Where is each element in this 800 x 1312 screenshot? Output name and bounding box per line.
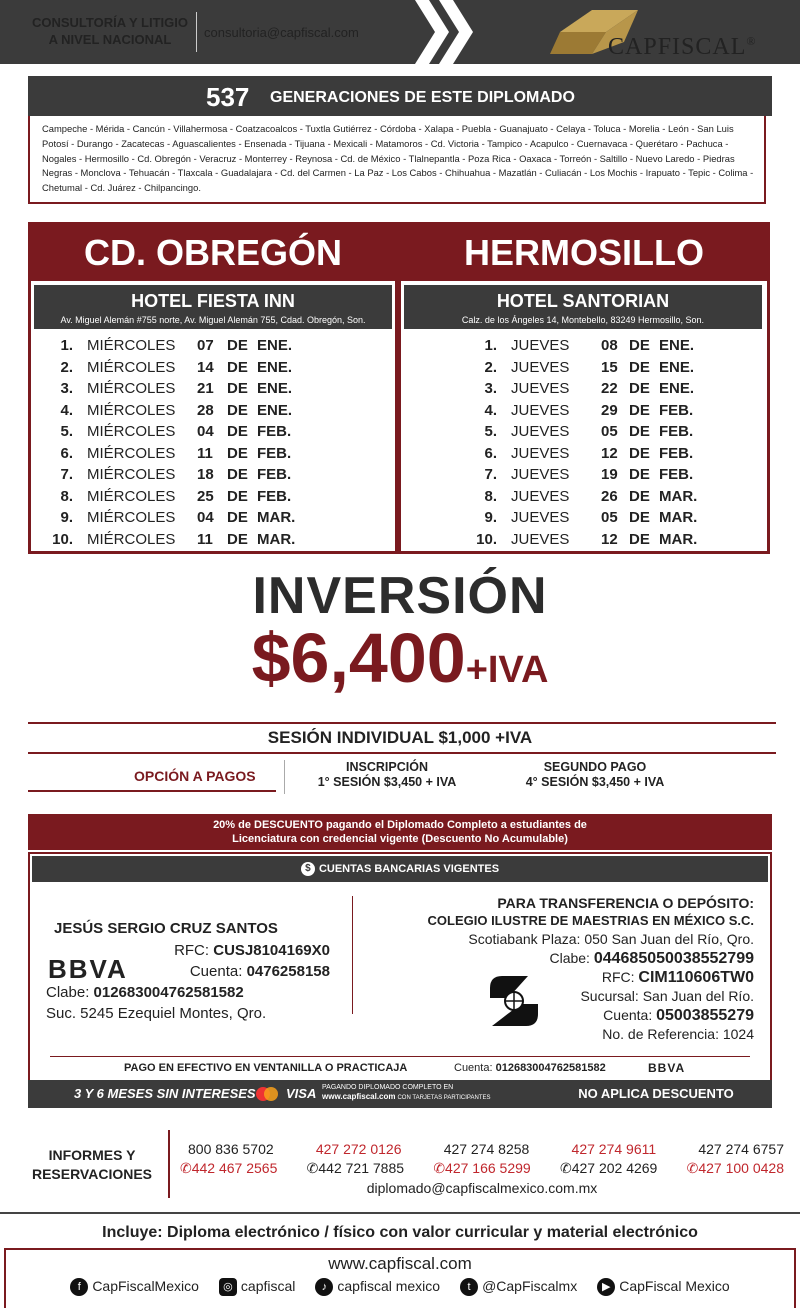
- session-de: DE: [227, 487, 248, 505]
- msi-label: 3 Y 6 MESES SIN INTERESES: [74, 1086, 256, 1101]
- header-email-link[interactable]: consultoria@capfiscal.com: [204, 25, 359, 40]
- youtube-link[interactable]: ▶ CapFiscal Mexico: [597, 1278, 729, 1296]
- investment-title: INVERSIÓN: [252, 567, 548, 625]
- youtube-icon: ▶: [597, 1278, 615, 1296]
- session-month: MAR.: [659, 530, 698, 548]
- scotia-details: Scotiabank Plaza: 050 San Juan del Río, Qro. Clabe: 044685050038552799 RFC: CIM110606TW0 Sucursal: San Juan del Río. Cuenta: 05003855279 No. de Referencia: 1024: [468, 931, 754, 1042]
- session-de: DE: [629, 401, 650, 419]
- session-date: 29: [601, 401, 618, 419]
- session-de: DE: [629, 358, 650, 376]
- session-number: 6.: [484, 444, 497, 462]
- session-month: FEB.: [659, 401, 694, 419]
- venue-city: HERMOSILLO: [401, 225, 767, 281]
- bank-header: $ CUENTAS BANCARIAS VIGENTES: [32, 856, 768, 882]
- dollar-icon: $: [301, 862, 315, 876]
- phone-link[interactable]: 800 836 5702: [188, 1141, 274, 1157]
- venue-hotel-name: HOTEL FIESTA INN: [131, 291, 295, 311]
- session-date: 04: [197, 423, 214, 440]
- session-row: [31, 357, 395, 379]
- brand-name: CAPFISCAL®: [608, 34, 757, 60]
- session-date: 18: [197, 466, 214, 483]
- session-row: [31, 400, 395, 422]
- session-row: [31, 529, 395, 551]
- session-number: 1.: [60, 337, 73, 354]
- cash-account: Cuenta: 012683004762581582: [454, 1062, 606, 1074]
- whatsapp-icon: ✆: [306, 1160, 319, 1176]
- chevron-decoration-icon: [415, 0, 475, 64]
- session-day: MIÉRCOLES: [87, 358, 176, 376]
- session-de: DE: [629, 530, 650, 548]
- session-day: MIÉRCOLES: [87, 401, 176, 419]
- generations-count: 537: [206, 82, 250, 112]
- session-number: 3.: [60, 380, 73, 397]
- session-day: JUEVES: [511, 487, 570, 505]
- whatsapp-link[interactable]: ✆427 166 5299: [433, 1160, 531, 1176]
- session-date: 28: [197, 401, 214, 419]
- session-number: 9.: [484, 509, 497, 526]
- session-day: JUEVES: [511, 380, 570, 397]
- session-day: MIÉRCOLES: [87, 530, 176, 548]
- session-month: ENE.: [659, 380, 695, 397]
- session-number: 1.: [484, 337, 497, 354]
- venue-panel-obregon: [28, 222, 398, 554]
- payment-option-label: OPCIÓN A PAGOS: [134, 768, 256, 784]
- session-month: FEB.: [659, 444, 694, 462]
- session-row: [401, 421, 765, 443]
- session-day: MIÉRCOLES: [87, 423, 176, 440]
- contact-label: INFORMES Y RESERVACIONES: [31, 1147, 153, 1182]
- bank-accounts-panel: [28, 852, 772, 1108]
- session-number: 6.: [60, 444, 73, 462]
- scotia-heading: PARA TRANSFERENCIA O DEPÓSITO: COLEGIO ILUSTRE DE MAESTRIAS EN MÉXICO S.C.: [427, 895, 754, 928]
- session-month: FEB.: [257, 444, 292, 462]
- session-row: [31, 443, 395, 465]
- session-date: 05: [601, 423, 618, 440]
- session-date: 05: [601, 509, 618, 526]
- bbva-details: RFC: CUSJ8104169X0 Cuenta: 0476258158: [174, 942, 330, 980]
- session-date: 12: [601, 444, 618, 462]
- session-day: MIÉRCOLES: [87, 380, 176, 397]
- contact-divider: [168, 1130, 170, 1198]
- session-row: [31, 335, 395, 357]
- payment-option-divider: [284, 760, 285, 794]
- session-date: 19: [601, 466, 618, 483]
- session-date: 11: [197, 530, 213, 548]
- session-date: 25: [197, 487, 214, 505]
- session-de: DE: [227, 530, 248, 548]
- session-de: DE: [629, 466, 650, 483]
- header-tagline: CONSULTORÍA Y LITIGIO A NIVEL NACIONAL: [31, 15, 188, 47]
- generations-label: GENERACIONES DE ESTE DIPLOMADO: [270, 89, 575, 106]
- session-de: DE: [629, 487, 650, 505]
- session-day: MIÉRCOLES: [87, 444, 176, 462]
- session-number: 5.: [484, 423, 497, 440]
- cash-divider: [50, 1056, 750, 1057]
- facebook-link[interactable]: f CapFiscalMexico: [70, 1278, 199, 1296]
- payment-first: INSCRIPCIÓN 1° SESIÓN $3,450 + IVA: [317, 760, 457, 789]
- whatsapp-link[interactable]: ✆442 467 2565: [180, 1160, 278, 1176]
- phone-link[interactable]: 427 274 6757: [698, 1141, 784, 1157]
- session-month: FEB.: [659, 423, 694, 440]
- session-date: 26: [601, 487, 618, 505]
- session-number: 2.: [60, 358, 73, 376]
- session-number: 10.: [52, 530, 73, 548]
- session-day: MIÉRCOLES: [87, 487, 176, 505]
- session-day: JUEVES: [511, 530, 570, 548]
- whatsapp-link[interactable]: ✆427 100 0428: [686, 1160, 784, 1176]
- scotiabank-logo-icon: [488, 972, 540, 1030]
- session-dates-list: [31, 335, 395, 550]
- session-month: FEB.: [257, 487, 292, 505]
- session-day: JUEVES: [511, 466, 570, 483]
- whatsapp-icon: ✆: [180, 1160, 192, 1176]
- session-number: 3.: [484, 380, 497, 397]
- session-number: 8.: [60, 487, 73, 505]
- contact-email-link[interactable]: diplomado@capfiscalmexico.com.mx: [366, 1180, 598, 1196]
- session-number: 8.: [484, 487, 497, 505]
- session-number: 10.: [476, 530, 497, 548]
- session-month: FEB.: [257, 466, 292, 483]
- venue-hotel-box: [34, 285, 392, 329]
- venue-hotel-address: Calz. de los Ángeles 14, Montebello, 83249 Hermosillo, Son.: [461, 315, 705, 325]
- session-de: DE: [227, 509, 248, 526]
- session-date: 14: [197, 358, 214, 376]
- cash-bbva-logo: BBVA: [648, 1061, 686, 1075]
- session-number: 7.: [60, 466, 73, 483]
- tiktok-icon: ♪: [315, 1278, 333, 1296]
- whatsapp-link[interactable]: ✆442 721 7885: [306, 1160, 405, 1176]
- session-day: JUEVES: [511, 337, 570, 354]
- session-number: 4.: [484, 401, 497, 419]
- session-month: ENE.: [257, 380, 293, 397]
- facebook-icon: f: [70, 1278, 88, 1296]
- session-day: JUEVES: [511, 358, 570, 376]
- session-month: ENE.: [659, 337, 695, 354]
- session-date: 22: [601, 380, 618, 397]
- whatsapp-icon: ✆: [686, 1160, 699, 1176]
- investment-price: [0, 618, 800, 698]
- session-day: MIÉRCOLES: [87, 509, 176, 526]
- session-row: [401, 400, 765, 422]
- session-row: [401, 507, 765, 529]
- msi-note: PAGANDO DIPLOMADO COMPLETO EN www.capfiscal.com CON TARJETAS PARTICIPANTES: [322, 1084, 491, 1101]
- session-de: DE: [629, 423, 650, 440]
- session-month: MAR.: [257, 509, 296, 526]
- session-row: [401, 464, 765, 486]
- generations-banner: [28, 76, 772, 116]
- divider-line: [28, 722, 776, 724]
- bbva-logo: BBVA: [48, 954, 128, 984]
- whatsapp-list: [180, 1160, 784, 1177]
- venue-panel-hermosillo: [398, 222, 770, 554]
- payment-second: SEGUNDO PAGO 4° SESIÓN $3,450 + IVA: [525, 760, 665, 789]
- session-row: [401, 335, 765, 357]
- session-date: 08: [601, 337, 618, 354]
- session-de: DE: [629, 380, 650, 397]
- session-date: 04: [197, 509, 214, 526]
- website-link[interactable]: www.capfiscal.com: [328, 1254, 472, 1273]
- includes-text: Incluye: Diploma electrónico / físico con valor curricular y material electrónico: [102, 1224, 698, 1241]
- visa-logo: VISA: [286, 1086, 317, 1101]
- session-row: [31, 464, 395, 486]
- bank-divider: [352, 896, 353, 1014]
- session-row: [401, 529, 765, 551]
- session-day: JUEVES: [511, 444, 570, 462]
- session-date: 12: [601, 530, 618, 548]
- header-divider: [196, 12, 197, 52]
- session-date: 07: [197, 337, 214, 354]
- payment-option-underline: [28, 790, 276, 792]
- session-day: JUEVES: [511, 401, 570, 419]
- instagram-link[interactable]: ◎ capfiscal: [219, 1278, 295, 1296]
- session-de: DE: [227, 466, 248, 483]
- phone-link[interactable]: 427 274 9611: [571, 1141, 657, 1157]
- twitter-icon: t: [460, 1278, 478, 1296]
- session-de: DE: [227, 337, 248, 354]
- session-de: DE: [227, 358, 248, 376]
- session-row: [31, 486, 395, 508]
- venue-hotel-address: Av. Miguel Alemán #755 norte, Av. Miguel Alemán 755, Cdad. Obregón, Son.: [60, 315, 366, 325]
- price-amount: $6,400: [251, 619, 466, 697]
- session-date: 11: [197, 444, 213, 462]
- session-row: [401, 378, 765, 400]
- cities-list: Campeche - Mérida - Cancún - Villahermosa - Coatzacoalcos - Tuxtla Gutiérrez - Córdoba - Xalapa - Puebla - Guanajuato - Celaya - Toluca - Morelia - León - San Luis Potosí - Durango - Zacatecas - Aguascalientes - Ensenada - Tijuana - Mexicali - Matamoros - Cd. Victoria - Tampico - Acapulco - Cuernavaca - Querétaro - Pachuca - Nogales - Hermosillo - Cd. Obregón - Veracruz - Monterrey - Reynosa - Cd. de México - Tlalnepantla - Poza Rica - Oaxaca - Torreón - Saltillo - Nuevo Laredo - Piedras Negras - Monclova - Tehuacán - Tlaxcala - Guadalajara - Cd. del Carmen - La Paz - Los Cabos - Chihuahua - Mazatlán - Culiacán - Los Mochis - Irapuato - Tepic - Colima - Chetumal - Cd. Juárez - Chilpancingo.: [28, 116, 766, 204]
- session-de: DE: [227, 444, 248, 462]
- session-row: [401, 486, 765, 508]
- session-row: [31, 421, 395, 443]
- whatsapp-icon: ✆: [559, 1160, 572, 1176]
- venue-hotel-box: [404, 285, 762, 329]
- session-de: DE: [629, 509, 650, 526]
- session-month: ENE.: [257, 358, 293, 376]
- session-number: 4.: [60, 401, 73, 419]
- session-number: 2.: [484, 358, 497, 376]
- whatsapp-link[interactable]: ✆427 202 4269: [559, 1160, 658, 1176]
- session-month: ENE.: [257, 337, 293, 354]
- mastercard-icon: [254, 1086, 280, 1102]
- session-number: 7.: [484, 466, 497, 483]
- session-de: DE: [227, 380, 248, 397]
- session-de: DE: [629, 444, 650, 462]
- cash-payment-label: PAGO EN EFECTIVO EN VENTANILLA O PRACTICAJA: [124, 1062, 408, 1074]
- phone-link[interactable]: 427 272 0126: [315, 1141, 402, 1157]
- session-month: FEB.: [659, 466, 694, 483]
- tiktok-link[interactable]: ♪ capfiscal mexico: [315, 1278, 440, 1296]
- session-row: [401, 357, 765, 379]
- individual-session-price: SESIÓN INDIVIDUAL $1,000 +IVA: [267, 728, 533, 747]
- bbva-account-name: JESÚS SERGIO CRUZ SANTOS: [54, 920, 278, 937]
- phone-link[interactable]: 427 274 8258: [443, 1141, 530, 1157]
- session-row: [31, 507, 395, 529]
- price-iva: +IVA: [465, 649, 549, 691]
- session-de: DE: [227, 423, 248, 440]
- social-links: [0, 1278, 800, 1296]
- session-day: JUEVES: [511, 509, 570, 526]
- session-de: DE: [629, 337, 650, 354]
- session-number: 9.: [60, 509, 73, 526]
- divider-line: [28, 752, 776, 754]
- session-row: [401, 443, 765, 465]
- session-month: MAR.: [257, 530, 296, 548]
- whatsapp-icon: ✆: [433, 1160, 446, 1176]
- header-bar: [0, 0, 800, 64]
- session-month: ENE.: [257, 401, 293, 419]
- venue-hotel-name: HOTEL SANTORIAN: [496, 291, 670, 311]
- session-date: 15: [601, 358, 618, 376]
- instagram-icon: ◎: [219, 1278, 237, 1296]
- bbva-clabe: Clabe: 012683004762581582 Suc. 5245 Ezequiel Montes, Qro.: [46, 984, 267, 1022]
- session-month: MAR.: [659, 487, 698, 505]
- session-day: JUEVES: [511, 423, 570, 440]
- session-date: 21: [197, 380, 214, 397]
- no-discount-label: NO APLICA DESCUENTO: [540, 1080, 772, 1108]
- session-de: DE: [227, 401, 248, 419]
- session-day: MIÉRCOLES: [87, 337, 176, 354]
- session-row: [31, 378, 395, 400]
- msi-banner: [28, 1080, 540, 1108]
- session-day: MIÉRCOLES: [87, 466, 176, 483]
- session-month: FEB.: [257, 423, 292, 440]
- twitter-link[interactable]: t @CapFiscalmx: [460, 1278, 577, 1296]
- divider-line: [0, 1212, 800, 1214]
- session-month: MAR.: [659, 509, 698, 526]
- session-month: ENE.: [659, 358, 695, 376]
- phone-list: [188, 1141, 784, 1157]
- session-number: 5.: [60, 423, 73, 440]
- venue-city: CD. OBREGÓN: [31, 225, 395, 281]
- session-dates-list: [401, 335, 765, 550]
- discount-banner: 20% de DESCUENTO pagando el Diplomado Completo a estudiantes de Licenciatura con credencial vigente (Descuento No Acumulable): [28, 814, 772, 850]
